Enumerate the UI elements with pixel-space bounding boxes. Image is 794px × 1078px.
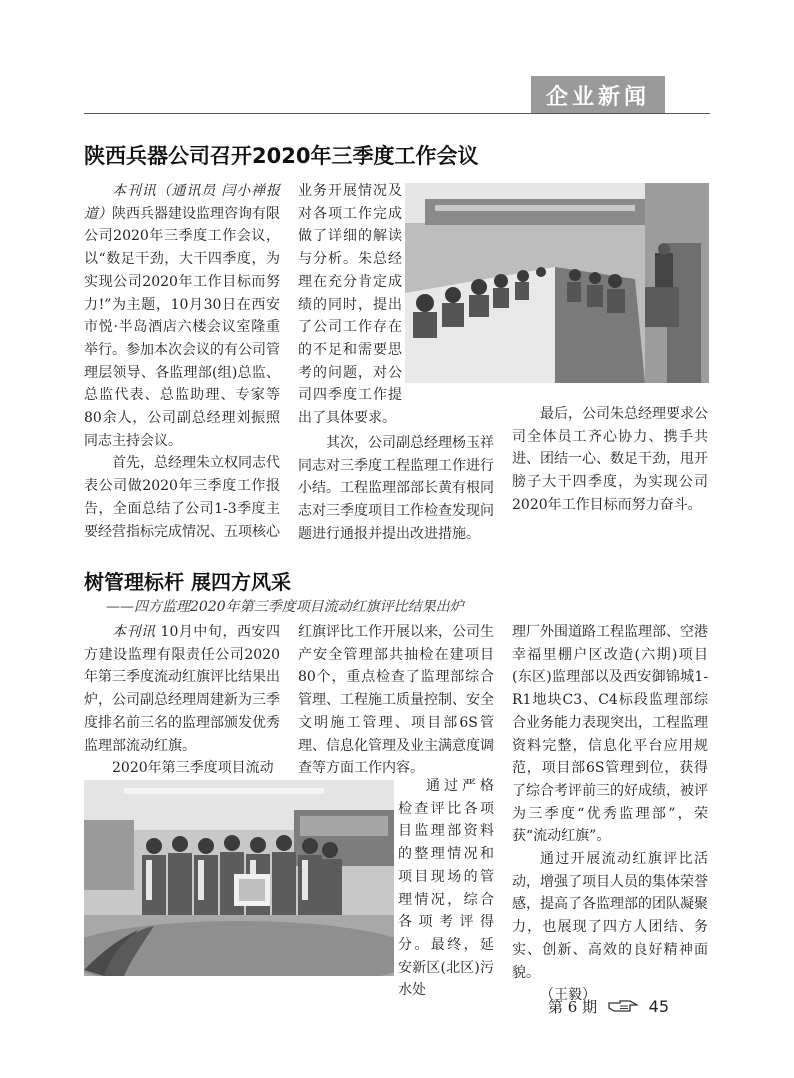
article1-col2-bottom [298, 432, 494, 546]
article1-col2-p2: 其次，公司副总经理杨玉祥同志对三季度工程监理工作进行小结。工程监理部部长黄有根同志对三季度项目工作检查发现问题进行通报并提出改进措施。 [298, 435, 494, 542]
page-number: 45 [648, 997, 670, 1016]
header-rule [84, 113, 710, 114]
article2-col1-p1: 本刊讯 10月中旬，西安四方建设监理有限责任公司2020年第三季度流动红旗评比结果出炉，公司副总经理周建新为三季度排名前三名的监理部颁发优秀监理部流动红旗。 [84, 624, 281, 754]
article1-col3 [512, 403, 708, 517]
article2-author: （王毅） [540, 987, 596, 1004]
section-label: 企业新闻 [531, 76, 665, 114]
article1-col1-p2: 首先，总经理朱立权同志代表公司做2020年三季度工作报告，全面总结了公司1-3季度主要经营指标完成情况、五项核心 [84, 455, 280, 540]
article2-col3-p1: 理厂外围道路工程监理部、空港幸福里棚户区改造(六期)项目(东区)监理部以及西安御锦城1-R1地块C3、C4标段监理部综合业务能力表现突出，工程监理资料完整，信息化平台应用规范，项目部6S管理到位，获得了综合考评前三的好成绩，被评为三季度“优秀监理部”，荣获“流动红旗”。 [512, 624, 708, 845]
article2-col2-p2: 通过严格检查评比各项目监理部资料的整理情况和项目现场的管理情况，综合各项考评得分。最终，延安新区(北区)污水处 [398, 778, 494, 999]
meeting-photo-svg [405, 183, 709, 383]
article1-col1 [84, 180, 280, 543]
article2-col2-bottom [398, 775, 494, 1002]
article2-col1 [84, 621, 280, 780]
pointing-hand-icon [608, 999, 638, 1017]
article2-col3-p2: 通过开展流动红旗评比活动，增强了项目人员的集体荣誉感，提高了各监理部的团队凝聚力，也展现了四方人团结、务实、创新、高效的良好精神面貌。 [512, 851, 708, 981]
article1-col1-p1: 本刊讯（通讯员 闫小禅报道）陕西兵器建设监理咨询有限公司2020年三季度工作会议，以“数足干劲，大干四季度，为实现公司2020年工作目标而努力!”为主题，10月30日在西安市悦·半岛酒店六楼会议室隆重举行。参加本次会议的有公司管理层领导、各监理部(组)总监、总监代表、总监助理、专家等80余人，公司副总经理刘振照同志主持会议。 [84, 183, 280, 449]
article2-col3 [512, 621, 708, 1007]
meeting-room-photo [405, 183, 709, 383]
article2-byline: 本刊讯 [112, 624, 156, 640]
article1-title: 陕西兵器公司召开2020年三季度工作会议 [84, 144, 479, 168]
article2-col2-top: 红旗评比工作开展以来，公司生产安全管理部共抽检在建项目80个，重点检查了监理部综合管理、工程施工质量控制、安全文明施工管理、项目部6S管理、信息化管理及业主满意度调查等方面工作内容。 [298, 624, 494, 777]
article1-col3-p1: 最后，公司朱总经理要求公司全体员工齐心协力、携手共进、团结一心、数足干劲，甩开膀子大干四季度，为实现公司2020年工作目标而努力奋斗。 [512, 406, 708, 513]
article1-col2-top: 业务开展情况及对各项工作完成做了详细的解读与分析。朱总经理在充分肯定成绩的同时，提出了公司工作存在的不足和需要思考的问题，对公司四季度工作提出了具体要求。 [298, 183, 402, 427]
footer [548, 996, 669, 1017]
group-award-photo [84, 780, 394, 976]
article2-col1-p2: 2020年第三季度项目流动 [112, 760, 274, 777]
article1-byline: 本刊讯（通讯员 闫小禅报道） [84, 183, 280, 222]
award-photo-svg [84, 780, 394, 976]
issue-label: 第 6 期 [548, 998, 598, 1016]
article2-subtitle: ——四方监理2020年第三季度项目流动红旗评比结果出炉 [106, 599, 464, 615]
article2-title: 树管理标杆 展四方风采 [84, 570, 291, 594]
